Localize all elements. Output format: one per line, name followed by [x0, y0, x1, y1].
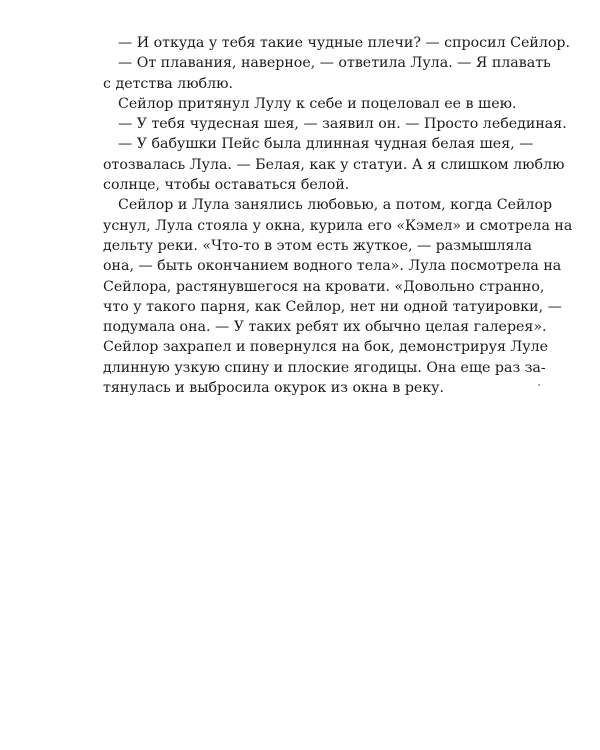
text-line: — У бабушки Пейс была длинная чудная белая шея, —: [118, 136, 534, 153]
text-line: она, — быть окончанием водного тела». Лула посмотрела на: [103, 258, 562, 275]
text-line: Сейлора, растянувшегося на кровати. «Довольно странно,: [103, 278, 545, 295]
text-line: Сейлор притянул Лулу к себе и поцеловал ее в шею.: [118, 95, 517, 112]
text-line: дельту реки. «Что-то в этом есть жуткое, — размышляла: [103, 237, 532, 254]
text-line: — От плавания, наверное, — ответила Лула. — Я плавать: [118, 55, 551, 72]
text-line: солнце, чтобы оставаться белой.: [103, 177, 350, 194]
paragraph: [103, 195, 573, 398]
text-line: подумала она. — У таких ребят их обычно целая галерея».: [103, 319, 547, 336]
text-line: тянулась и выбросила окурок из окна в реку.: [103, 380, 445, 397]
text-line: — И откуда у тебя такие чудные плечи? — спросил Сейлор.: [118, 35, 570, 51]
text-line: Сейлор захрапел и повернулся на бок, демонстрируя Луле: [103, 339, 548, 356]
text-line: уснул, Лула стояла у окна, курила его «Кэмел» и смотрела на: [103, 217, 573, 234]
scan-speck: [538, 384, 540, 386]
paragraph: [103, 33, 570, 53]
text-line: что у такого парня, как Сейлор, нет ни одной татуировки, —: [103, 298, 562, 315]
text-line: Сейлор и Лула занялись любовью, а потом, когда Сейлор: [118, 197, 553, 214]
text-line: — У тебя чудесная шея, — заявил он. — Просто лебединая.: [118, 116, 567, 133]
paragraph: [103, 114, 567, 134]
text-line: отозвалась Лула. — Белая, как у статуи. А я слишком люблю: [103, 156, 565, 173]
paragraph: [103, 53, 551, 94]
paragraph: [103, 94, 517, 114]
text-line: с детства люблю.: [103, 75, 233, 92]
paragraph: [103, 134, 565, 195]
page-text: [103, 33, 573, 398]
text-line: длинную узкую спину и плоские ягодицы. Она еще раз за-: [103, 359, 546, 376]
